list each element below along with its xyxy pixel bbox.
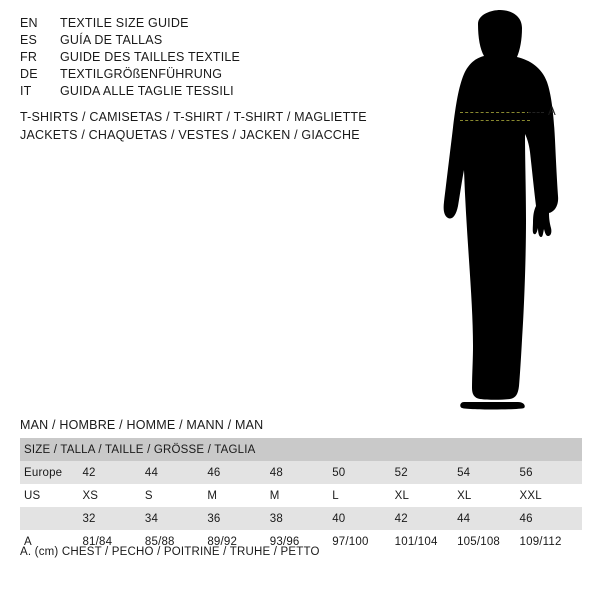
cell-value: 85/88 bbox=[145, 530, 207, 553]
cell-value: 81/84 bbox=[82, 530, 144, 553]
category-list bbox=[20, 110, 420, 146]
language-code: IT bbox=[20, 84, 32, 98]
table-row bbox=[20, 484, 582, 507]
cell-value: 44 bbox=[145, 461, 207, 484]
cell-value: S bbox=[145, 484, 207, 507]
cell-value: 89/92 bbox=[207, 530, 269, 553]
cell-value: XS bbox=[82, 484, 144, 507]
cell-value: 54 bbox=[457, 461, 519, 484]
cell-value: 105/108 bbox=[457, 530, 519, 553]
language-row bbox=[20, 50, 380, 67]
table-row bbox=[20, 461, 582, 484]
size-table bbox=[20, 438, 582, 553]
table-header-row bbox=[20, 438, 582, 461]
cell-value: 109/112 bbox=[520, 530, 583, 553]
chest-measure-line-lower bbox=[460, 120, 530, 121]
language-row bbox=[20, 84, 380, 101]
cell-value: 52 bbox=[395, 461, 457, 484]
category-jackets: JACKETS / CHAQUETAS / VESTES / JACKEN / GIACCHE bbox=[20, 128, 360, 142]
cell-value: 48 bbox=[270, 461, 332, 484]
measure-label-a: A bbox=[548, 106, 557, 118]
cell-value: 38 bbox=[270, 507, 332, 530]
language-title: TEXTILGRÖßENFÜHRUNG bbox=[60, 67, 223, 81]
cell-value: L bbox=[332, 484, 394, 507]
row-label: Europe bbox=[20, 461, 82, 484]
cell-value: 46 bbox=[520, 507, 583, 530]
size-table-section bbox=[20, 418, 582, 553]
language-title: GUIDE DES TAILLES TEXTILE bbox=[60, 50, 241, 64]
row-label bbox=[20, 507, 82, 530]
language-code: DE bbox=[20, 67, 38, 81]
cell-value: 40 bbox=[332, 507, 394, 530]
language-title: GUIDA ALLE TAGLIE TESSILI bbox=[60, 84, 234, 98]
row-label: US bbox=[20, 484, 82, 507]
language-list bbox=[20, 16, 380, 101]
language-row bbox=[20, 33, 380, 50]
cell-value: XXL bbox=[520, 484, 583, 507]
table-footnote: A. (cm) CHEST / PECHO / POITRINE / TRUHE / PETTO bbox=[20, 546, 320, 558]
figure-illustration bbox=[400, 10, 600, 410]
row-label: A bbox=[20, 530, 82, 553]
language-row bbox=[20, 16, 380, 33]
cell-value: 97/100 bbox=[332, 530, 394, 553]
male-torso-silhouette-icon bbox=[400, 10, 600, 410]
cell-value: XL bbox=[395, 484, 457, 507]
language-code: ES bbox=[20, 33, 38, 47]
cell-value: M bbox=[207, 484, 269, 507]
chest-measure-line bbox=[460, 112, 530, 113]
cell-value: 42 bbox=[395, 507, 457, 530]
language-row bbox=[20, 67, 380, 84]
cell-value: 46 bbox=[207, 461, 269, 484]
cell-value: XL bbox=[457, 484, 519, 507]
language-code: FR bbox=[20, 50, 38, 64]
measure-leader-line bbox=[528, 112, 544, 113]
cell-value: 93/96 bbox=[270, 530, 332, 553]
category-tshirts: T-SHIRTS / CAMISETAS / T-SHIRT / T-SHIRT / MAGLIETTE bbox=[20, 110, 367, 124]
cell-value: 56 bbox=[520, 461, 583, 484]
cell-value: 101/104 bbox=[395, 530, 457, 553]
cell-value: 34 bbox=[145, 507, 207, 530]
cell-value: 50 bbox=[332, 461, 394, 484]
language-title: GUÍA DE TALLAS bbox=[60, 33, 163, 47]
language-title: TEXTILE SIZE GUIDE bbox=[60, 16, 189, 30]
cell-value: M bbox=[270, 484, 332, 507]
cell-value: 36 bbox=[207, 507, 269, 530]
cell-value: 44 bbox=[457, 507, 519, 530]
table-header-label: SIZE / TALLA / TAILLE / GRÖSSE / TAGLIA bbox=[20, 438, 582, 461]
table-row bbox=[20, 507, 582, 530]
cell-value: 32 bbox=[82, 507, 144, 530]
table-group-title: MAN / HOMBRE / HOMME / MANN / MAN bbox=[20, 418, 264, 432]
language-code: EN bbox=[20, 16, 38, 30]
cell-value: 42 bbox=[82, 461, 144, 484]
